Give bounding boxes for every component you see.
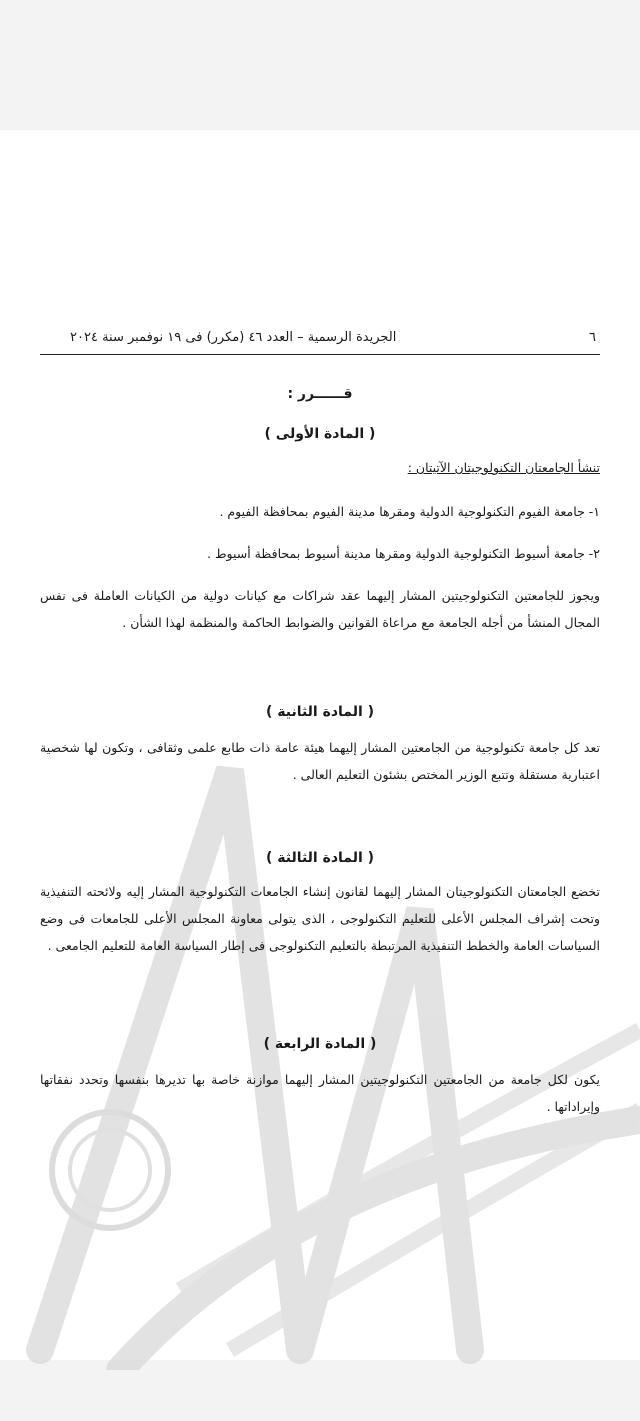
article-1-intro-row	[40, 460, 600, 475]
gazette-title: الجريدة الرسمية – العدد ٤٦ (مكرر) فى ١٩ نوفمبر سنة ٢٠٢٤	[70, 330, 397, 345]
article-3-title: ( المادة الثالثة )	[265, 850, 375, 866]
article-4-title: ( المادة الرابعة )	[263, 1036, 377, 1052]
article-4-body: يكون لكل جامعة من الجامعتين التكنولوجيتين المشار إليهما موازنة خاصة بها تديرها بنفسها وتحدد نفقاتها وإيراداتها .	[40, 1072, 600, 1114]
decision-heading: قــــــرر :	[287, 386, 353, 402]
page-number: ٦	[589, 330, 596, 345]
article-2-title: ( المادة الثانية )	[265, 704, 375, 720]
article-1-intro: تنشأ الجامعتان التكنولوجيتان الآتيتان :	[407, 460, 600, 475]
article-1-item-2: ٢- جامعة أسيوط التكنولوجية الدولية ومقرها مدينة أسيوط بمحافظة أسيوط .	[207, 546, 600, 561]
article-1-body: ويجوز للجامعتين التكنولوجيتين المشار إليهما عقد شراكات مع كيانات دولية من الكيانات العاملة فى نفس المجال المنشأ من أجله الجامعة مع مراعاة القوانين والضوابط الحاكمة والمنظمة لهذا الشأن .	[40, 588, 600, 630]
gazette-header	[40, 330, 600, 354]
article-1-item-1: ١- جامعة الفيوم التكنولوجية الدولية ومقرها مدينة الفيوم بمحافظة الفيوم .	[219, 504, 600, 519]
article-3-body: تخضع الجامعتان التكنولوجيتان المشار إليهما لقانون إنشاء الجامعات التكنولوجية المشار إليه ولائحته التنفيذية وتحت إشراف المجلس الأعلى للتعليم التكنولوجى ، الذى يتولى معاونة المجلس الأعلى للجامعات فى وضع السياسات العامة والخطط التنفيذية المرتبطة بالتعليم التكنولوجى فى إطار السياسة العامة للتعليم الجامعى .	[40, 884, 600, 953]
article-2-body: تعد كل جامعة تكنولوجية من الجامعتين المشار إليهما هيئة عامة ذات طابع علمى وثقافى ، وتكون لها شخصية اعتبارية مستقلة وتتبع الوزير المختص بشئون التعليم العالى .	[40, 740, 600, 782]
document-page	[0, 130, 640, 1360]
article-1-title: ( المادة الأولى )	[264, 426, 376, 442]
header-divider	[40, 354, 600, 355]
